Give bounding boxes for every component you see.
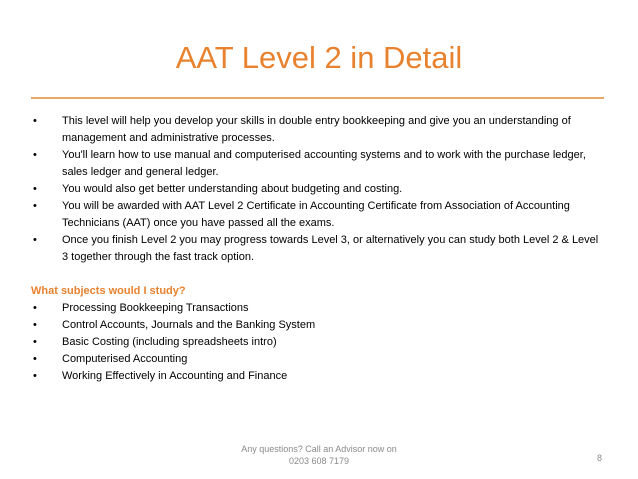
footer-line-1: Any questions? Call an Advisor now on xyxy=(241,444,397,454)
footer-phone: 0203 608 7179 xyxy=(288,456,350,466)
bullet-text: Once you finish Level 2 you may progress towards Level 3, or alternatively you can study both Level 2 & Level 3 together through the fast track option. xyxy=(62,234,599,263)
list-item xyxy=(31,181,601,198)
bullet-icon: • xyxy=(33,370,37,382)
bullet-text: You will be awarded with AAT Level 2 Certificate in Accounting Certificate from Association of Accounting Technicians (AAT) once you have passed all the exams. xyxy=(62,200,570,229)
footer-contact xyxy=(200,443,438,467)
list-item xyxy=(31,368,601,385)
subject-text: Working Effectively in Accounting and Finance xyxy=(62,370,288,382)
subjects-heading: What subjects would I study? xyxy=(31,285,186,297)
slide-title: AAT Level 2 in Detail xyxy=(175,40,463,75)
bullet-icon: • xyxy=(33,336,37,348)
bullet-icon: • xyxy=(33,200,37,212)
list-item xyxy=(31,232,601,266)
list-item xyxy=(31,198,601,232)
subject-text: Basic Costing (including spreadsheets intro) xyxy=(62,336,277,348)
list-item xyxy=(31,147,601,181)
list-item xyxy=(31,317,601,334)
subjects-bullet-list xyxy=(31,300,601,385)
subject-text: Control Accounts, Journals and the Banking System xyxy=(62,319,316,331)
page-number: 8 xyxy=(596,453,602,463)
bullet-icon: • xyxy=(33,183,37,195)
list-item xyxy=(31,300,601,317)
bullet-icon: • xyxy=(33,302,37,314)
bullet-icon: • xyxy=(33,234,37,246)
bullet-icon: • xyxy=(33,353,37,365)
list-item xyxy=(31,334,601,351)
subject-text: Computerised Accounting xyxy=(62,353,188,365)
bullet-text: You would also get better understanding about budgeting and costing. xyxy=(62,183,403,195)
slide-content xyxy=(31,113,601,385)
bullet-text: You'll learn how to use manual and computerised accounting systems and to work with the purchase ledger, sales ledger and general ledger. xyxy=(62,149,586,178)
title-divider xyxy=(31,97,604,99)
bullet-icon: • xyxy=(33,149,37,161)
subject-text: Processing Bookkeeping Transactions xyxy=(62,302,249,314)
intro-bullet-list xyxy=(31,113,601,266)
list-item xyxy=(31,351,601,368)
list-item xyxy=(31,113,601,147)
bullet-text: This level will help you develop your skills in double entry bookkeeping and give you an understanding of management and administrative processes. xyxy=(62,115,571,144)
bullet-icon: • xyxy=(33,319,37,331)
bullet-icon: • xyxy=(33,115,37,127)
